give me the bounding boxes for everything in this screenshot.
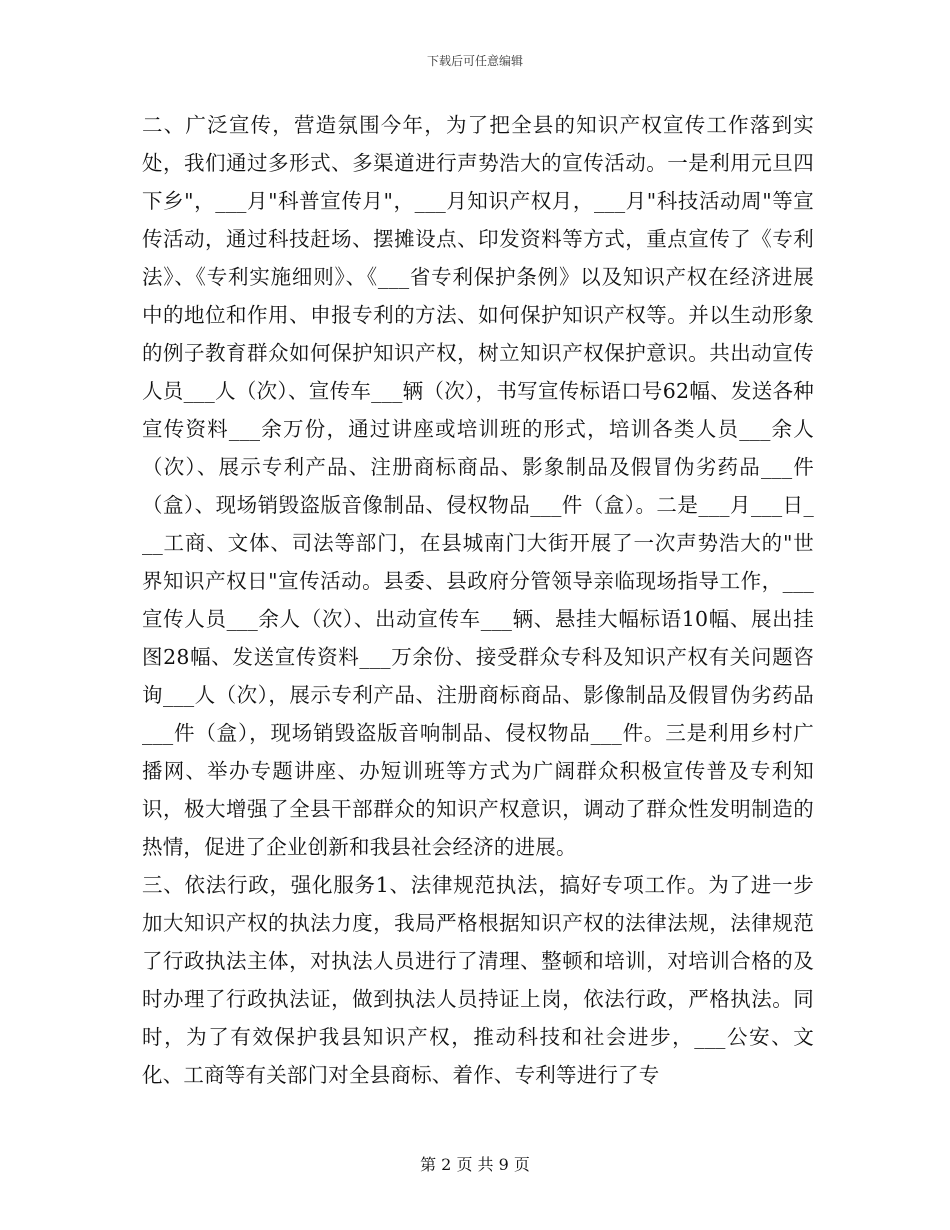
page-number: 第 2 页 共 9 页: [420, 1155, 530, 1174]
document-body: [142, 106, 814, 1094]
page-header-note: 下载后可任意编辑: [426, 54, 523, 68]
paragraph-publicity: 二、广泛宣传，营造氛围今年，为了把全县的知识产权宣传工作落到实处，我们通过多形式、多渠道进行声势浩大的宣传活动。一是利用元旦四下乡"，___月"科普宣传月"，___月知识产权月，___月"科技活动周"等宣传活动，通过科技赶场、摆摊设点、印发资料等方式，重点宣传了《专利法》、《专利实施细则》、《___省专利保护条例》以及知识产权在经济进展中的地位和作用、申报专利的方法、如何保护知识产权等。并以生动形象的例子教育群众如何保护知识产权，树立知识产权保护意识。共出动宣传人员___人（次）、宣传车___辆（次），书写宣传标语口号62幅、发送各种宣传资料___余万份，通过讲座或培训班的形式，培训各类人员___余人（次）、展示专利产品、注册商标商品、影象制品及假冒伪劣药品___件（盒）、现场销毁盗版音像制品、侵权物品___件（盒）。二是___月___日___工商、文体、司法等部门，在县城南门大街开展了一次声势浩大的"世界知识产权日"宣传活动。县委、县政府分管领导亲临现场指导工作，___宣传人员___余人（次）、出动宣传车___辆、悬挂大幅标语10幅、展出挂图28幅、发送宣传资料___万余份、接受群众专科及知识产权有关问题咨询___人（次），展示专利产品、注册商标商品、影像制品及假冒伪劣药品___件（盒），现场销毁盗版音响制品、侵权物品___件。三是利用乡村广播网、举办专题讲座、办短训班等方式为广阔群众积极宣传普及专利知识，极大增强了全县干部群众的知识产权意识，调动了群众性发明制造的热情，促进了企业创新和我县社会经济的进展。: [142, 113, 814, 859]
paragraph-law-enforcement: 三、依法行政，强化服务1、法律规范执法，搞好专项工作。为了进一步加大知识产权的执法力度，我局严格根据知识产权的法律法规，法律规范了行政执法主体，对执法人员进行了清理、整顿和培训，对培训合格的及时办理了行政执法证，做到执法人员持证上岗，依法行政，严格执法。同时，为了有效保护我县知识产权，推动科技和社会进步，___公安、文化、工商等有关部门对全县商标、着作、专利等进行了专: [142, 873, 814, 1087]
